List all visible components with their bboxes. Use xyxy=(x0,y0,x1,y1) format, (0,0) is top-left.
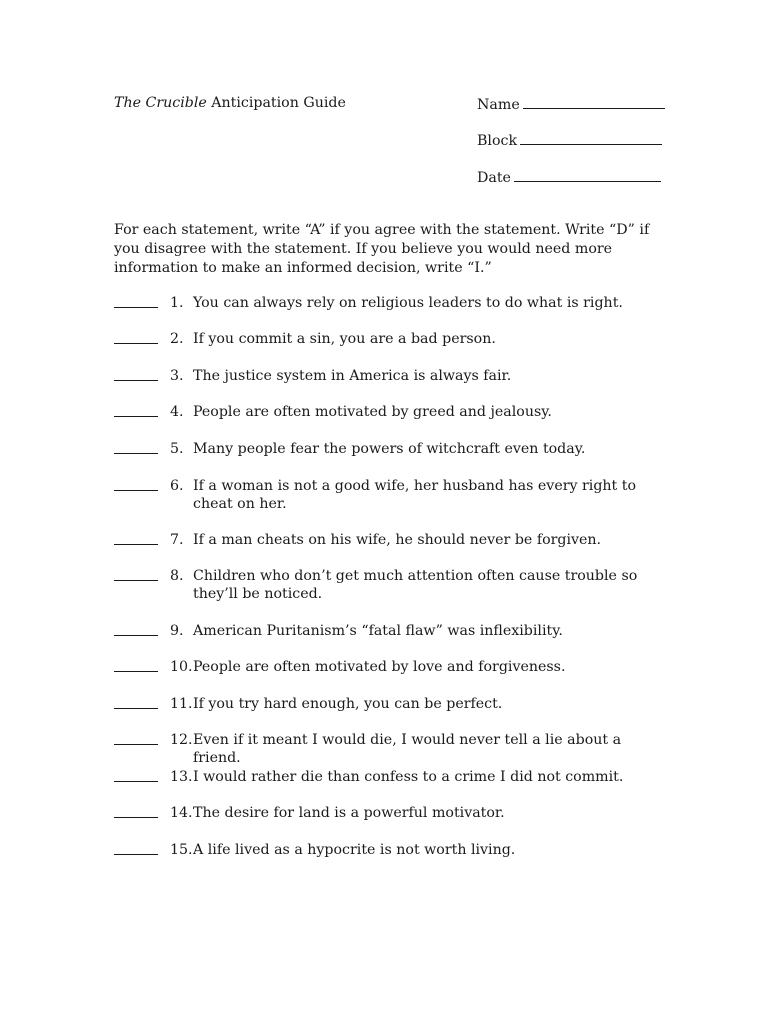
statement-number: 7. xyxy=(170,532,184,548)
statement-number: 11. xyxy=(170,696,193,712)
answer-blank-line[interactable] xyxy=(114,854,158,855)
name-blank-line[interactable] xyxy=(523,94,665,109)
statement-number: 2. xyxy=(170,331,184,347)
date-field[interactable] xyxy=(477,167,661,188)
statement-number: 10. xyxy=(170,659,193,675)
statement-text: People are often motivated by love and forgiveness. xyxy=(193,659,566,675)
answer-blank-line[interactable] xyxy=(114,744,158,745)
date-blank-line[interactable] xyxy=(514,167,661,182)
statement-text: The desire for land is a powerful motivator. xyxy=(193,805,505,821)
statement-number: 9. xyxy=(170,623,184,639)
date-label: Date xyxy=(477,170,511,186)
statement-text: I would rather die than confess to a crime I did not commit. xyxy=(193,769,624,785)
statement-number: 15. xyxy=(170,842,193,858)
answer-blank-line[interactable] xyxy=(114,708,158,709)
answer-blank-line[interactable] xyxy=(114,817,158,818)
answer-blank-line[interactable] xyxy=(114,544,158,545)
block-label: Block xyxy=(477,133,518,149)
answer-blank-line[interactable] xyxy=(114,635,158,636)
statement-text: Children who don’t get much attention often cause trouble so they’ll be noticed. xyxy=(193,568,638,602)
title-italic: The Crucible xyxy=(114,95,207,111)
statement-text: You can always rely on religious leaders to do what is right. xyxy=(193,295,623,311)
answer-blank-line[interactable] xyxy=(114,380,158,381)
answer-blank-line[interactable] xyxy=(114,580,158,581)
name-label: Name xyxy=(477,97,520,113)
statement-text: If a woman is not a good wife, her husband has every right to cheat on her. xyxy=(193,478,637,512)
statement-number: 6. xyxy=(170,478,184,494)
answer-blank-line[interactable] xyxy=(114,490,158,491)
answer-blank-line[interactable] xyxy=(114,781,158,782)
answer-blank-line[interactable] xyxy=(114,671,158,672)
instructions-paragraph: For each statement, write “A” if you agree with the statement. Write “D” if you disagree with the statement. If you believe you would need more information to make an informed decision, write “I.” xyxy=(114,222,650,276)
statement-number: 12. xyxy=(170,732,193,748)
statement-text: Many people fear the powers of witchcraft even today. xyxy=(193,441,586,457)
statement-text: If a man cheats on his wife, he should never be forgiven. xyxy=(193,532,602,548)
statement-text: If you try hard enough, you can be perfect. xyxy=(193,696,503,712)
statement-text: Even if it meant I would die, I would never tell a lie about a friend. xyxy=(193,732,622,766)
statement-number: 8. xyxy=(170,568,184,584)
statement-text: The justice system in America is always fair. xyxy=(193,368,512,384)
statement-number: 5. xyxy=(170,441,184,457)
statement-number: 1. xyxy=(170,295,184,311)
answer-blank-line[interactable] xyxy=(114,416,158,417)
answer-blank-line[interactable] xyxy=(114,453,158,454)
worksheet-title xyxy=(114,94,346,113)
answer-blank-line[interactable] xyxy=(114,343,158,344)
statement-text: American Puritanism’s “fatal flaw” was inflexibility. xyxy=(193,623,563,639)
answer-blank-line[interactable] xyxy=(114,307,158,308)
block-field[interactable] xyxy=(477,130,662,151)
title-rest: Anticipation Guide xyxy=(206,95,346,111)
statement-number: 13. xyxy=(170,769,193,785)
statement-number: 14. xyxy=(170,805,193,821)
name-field[interactable] xyxy=(477,94,665,115)
block-blank-line[interactable] xyxy=(520,130,662,145)
statement-text: If you commit a sin, you are a bad person. xyxy=(193,331,496,347)
statement-number: 4. xyxy=(170,404,184,420)
statement-text: People are often motivated by greed and jealousy. xyxy=(193,404,552,420)
statement-number: 3. xyxy=(170,368,184,384)
statement-text: A life lived as a hypocrite is not worth living. xyxy=(193,842,516,858)
